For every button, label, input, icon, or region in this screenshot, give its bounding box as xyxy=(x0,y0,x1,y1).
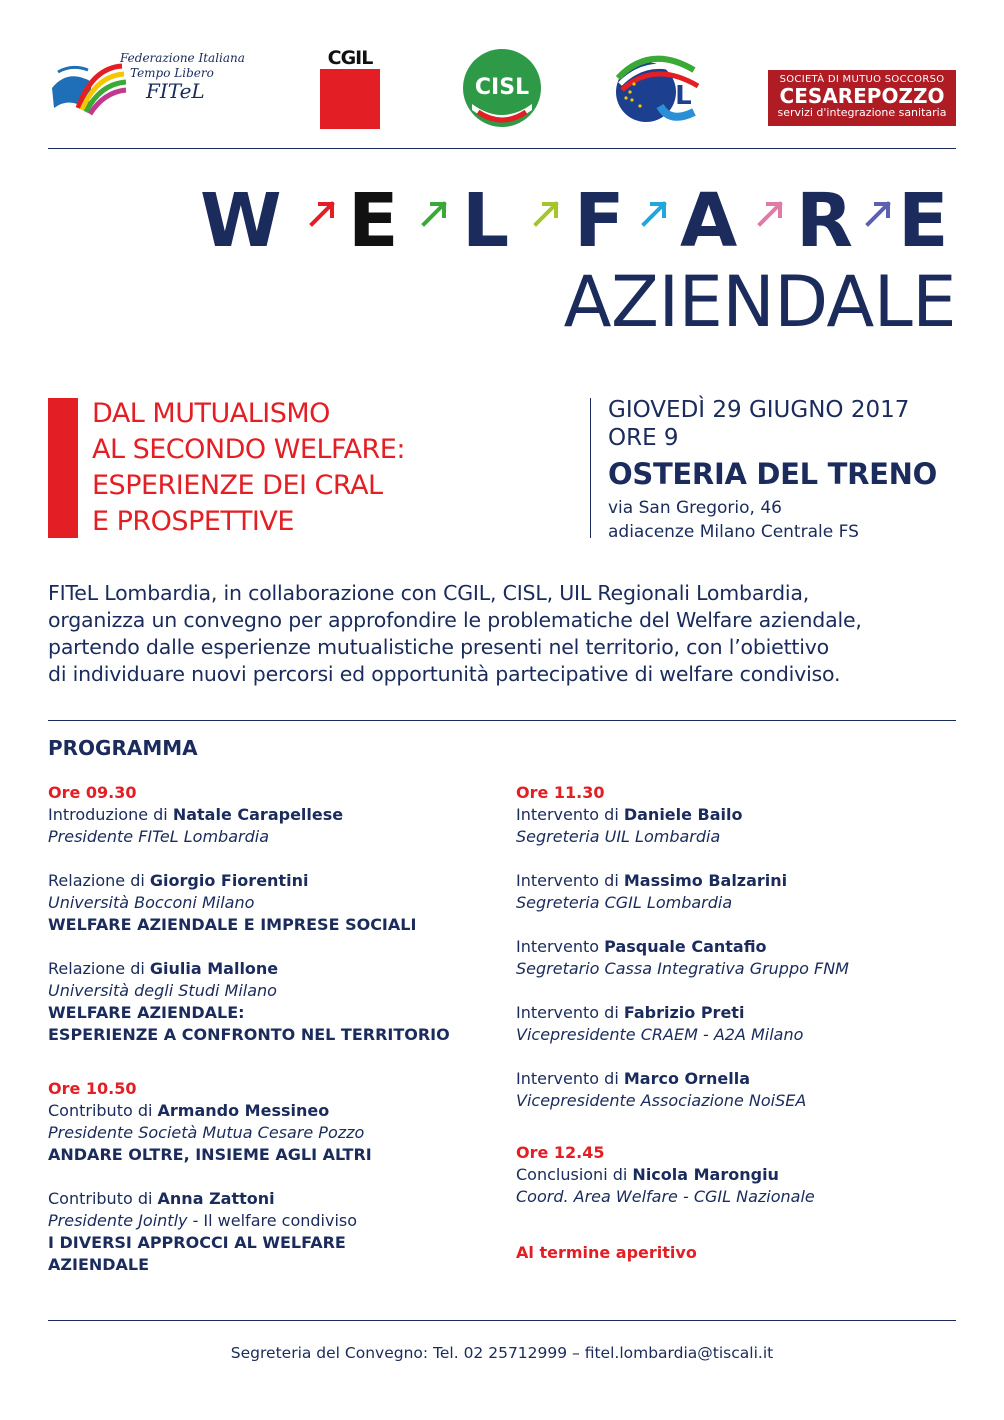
program-time: Ore 09.30 xyxy=(48,783,137,802)
program-item xyxy=(516,1068,956,1112)
cisl-logo xyxy=(462,48,542,128)
fitel-wordmark xyxy=(120,50,245,103)
speaker-role: Segretario Cassa Integrativa Gruppo FNM xyxy=(516,959,849,978)
title-letter-e2: E xyxy=(898,178,949,264)
speaker-role: Università degli Studi Milano xyxy=(48,981,277,1000)
program-prefix: Intervento xyxy=(516,937,605,956)
program-prefix: Conclusioni di xyxy=(516,1165,633,1184)
title-letter-e: E xyxy=(348,178,399,264)
speaker-name: Pasquale Cantafio xyxy=(604,937,767,956)
speaker-role: Università Bocconi Milano xyxy=(48,893,255,912)
speaker-name: Anna Zattoni xyxy=(157,1189,275,1208)
title-letter-w: W xyxy=(200,178,282,264)
arrow-icon-red xyxy=(308,198,338,228)
title-letter-a: A xyxy=(680,178,738,264)
intro-line1: FITeL Lombardia, in collaborazione con CGIL, CISL, UIL Regionali Lombardia, xyxy=(48,581,810,605)
title-welfare xyxy=(200,180,960,262)
event-time: ORE 9 xyxy=(608,425,679,451)
program-prefix: Relazione di xyxy=(48,959,150,978)
cesarepozzo-logo xyxy=(768,70,956,126)
speaker-role: Coord. Area Welfare - CGIL Nazionale xyxy=(516,1187,815,1206)
speaker-name: Fabrizio Preti xyxy=(623,1003,745,1022)
program-prefix: Introduzione di xyxy=(48,805,173,824)
program-prefix: Intervento di xyxy=(516,871,624,890)
theme-line1: DAL MUTUALISMO xyxy=(92,398,330,429)
arrow-icon-cyan xyxy=(640,198,670,228)
intro-line3: partendo dalle esperienze mutualistiche presenti nel territorio, con l’obiettivo xyxy=(48,635,830,659)
fitel-line1: Federazione Italiana xyxy=(120,51,245,65)
program-item xyxy=(516,936,956,980)
program-item xyxy=(516,1142,956,1208)
arrow-icon-violet xyxy=(864,198,894,228)
speaker-role: Presidente Società Mutua Cesare Pozzo xyxy=(48,1123,365,1142)
program-item xyxy=(48,1188,488,1276)
event-address-block xyxy=(608,496,859,544)
program-item xyxy=(516,782,956,848)
title-letter-l: L xyxy=(462,178,510,264)
event-datetime xyxy=(608,396,909,452)
speaker-role: Presidente FITeL Lombardia xyxy=(48,827,269,846)
cisl-emblem-icon xyxy=(462,48,542,128)
top-divider xyxy=(48,148,956,149)
speaker-role: Vicepresidente Associazione NoiSEA xyxy=(516,1091,807,1110)
intro-line4: di individuare nuovi percorsi ed opportunità partecipative di welfare condiviso. xyxy=(48,662,841,686)
cisl-label: CISL xyxy=(474,75,530,100)
program-prefix: Intervento di xyxy=(516,1069,624,1088)
talk-topic-cont: ESPERIENZE A CONFRONTO NEL TERRITORIO xyxy=(48,1025,450,1044)
program-prefix: Contributo di xyxy=(48,1101,158,1120)
footer-divider xyxy=(48,1320,956,1321)
theme-red-bar xyxy=(48,398,78,538)
program-item xyxy=(48,1078,488,1166)
uil-label: UIL xyxy=(644,81,692,111)
speaker-role-suffix: - Il welfare condiviso xyxy=(187,1211,358,1230)
theme-text xyxy=(92,396,405,540)
speaker-name: Giorgio Fiorentini xyxy=(149,871,309,890)
cesarepozzo-line3: servizi d'integrazione sanitaria xyxy=(777,106,947,119)
speaker-role: Presidente Jointly xyxy=(48,1211,188,1230)
cgil-red-square xyxy=(320,69,380,129)
program-item xyxy=(48,870,488,936)
cgil-label: CGIL xyxy=(327,47,373,69)
program-heading: PROGRAMMA xyxy=(48,736,198,760)
intro-line2: organizza un convegno per approfondire le problematiche del Welfare aziendale, xyxy=(48,608,862,632)
program-prefix: Intervento di xyxy=(516,1003,624,1022)
cesarepozzo-line1: SOCIETÀ DI MUTUO SOCCORSO xyxy=(779,74,945,85)
program-item xyxy=(516,870,956,914)
title-letter-f: F xyxy=(574,178,625,264)
cgil-logo xyxy=(320,47,380,129)
uil-emblem-icon xyxy=(610,48,702,128)
footer-contact: Segreteria del Convegno: Tel. 02 25712999 – fitel.lombardia@tiscali.it xyxy=(230,1344,774,1362)
program-prefix: Intervento di xyxy=(516,805,624,824)
speaker-role: Segreteria CGIL Lombardia xyxy=(516,893,733,912)
event-date: GIOVEDÌ 29 GIUGNO 2017 xyxy=(608,397,910,423)
fitel-line3: FITeL xyxy=(146,79,205,103)
fitel-logo xyxy=(48,48,248,118)
speaker-role: Vicepresidente CRAEM - A2A Milano xyxy=(516,1025,804,1044)
talk-topic: ANDARE OLTRE, INSIEME AGLI ALTRI xyxy=(48,1145,372,1164)
fitel-line2: Tempo Libero xyxy=(130,66,214,80)
event-venue: OSTERIA DEL TRENO xyxy=(608,457,937,491)
title-letter-r: R xyxy=(796,178,853,264)
speaker-name: Natale Carapellese xyxy=(172,805,344,824)
theme-line2: AL SECONDO WELFARE: xyxy=(92,434,405,465)
talk-topic: WELFARE AZIENDALE E IMPRESE SOCIALI xyxy=(48,915,417,934)
program-item xyxy=(48,782,488,848)
speaker-name: Nicola Marongiu xyxy=(632,1165,779,1184)
program-item xyxy=(48,958,488,1046)
program-time: Ore 10.50 xyxy=(48,1079,137,1098)
theme-line4: E PROSPETTIVE xyxy=(92,506,294,537)
intro-paragraph xyxy=(48,580,968,688)
speaker-name: Armando Messineo xyxy=(157,1101,330,1120)
arrow-icon-pink xyxy=(756,198,786,228)
talk-topic-cont: AZIENDALE xyxy=(48,1255,150,1274)
speaker-name: Massimo Balzarini xyxy=(623,871,788,890)
speaker-name: Giulia Mallone xyxy=(149,959,279,978)
closing-note: Al termine aperitivo xyxy=(516,1243,697,1262)
talk-topic: WELFARE AZIENDALE: xyxy=(48,1003,245,1022)
program-prefix: Contributo di xyxy=(48,1189,158,1208)
talk-topic: I DIVERSI APPROCCI AL WELFARE xyxy=(48,1233,346,1252)
event-address: via San Gregorio, 46 xyxy=(608,498,782,518)
program-time: Ore 11.30 xyxy=(516,783,605,802)
event-divider xyxy=(590,398,591,538)
arrow-icon-green xyxy=(420,198,450,228)
title-aziendale: AZIENDALE xyxy=(563,261,956,343)
program-item xyxy=(516,1002,956,1046)
program-left-column xyxy=(48,782,488,1298)
theme-line3: ESPERIENZE DEI CRAL xyxy=(92,470,383,501)
arrow-icon-lime xyxy=(532,198,562,228)
speaker-role: Segreteria UIL Lombardia xyxy=(516,827,721,846)
fitel-rainbow-icon xyxy=(48,48,128,118)
speaker-name: Marco Ornella xyxy=(623,1069,750,1088)
event-near: adiacenze Milano Centrale FS xyxy=(608,522,859,542)
program-right-column xyxy=(516,782,956,1264)
speaker-name: Daniele Bailo xyxy=(623,805,743,824)
uil-logo xyxy=(610,48,702,128)
program-time: Ore 12.45 xyxy=(516,1143,605,1162)
cesarepozzo-line2: CESAREPOZZO xyxy=(779,84,945,108)
program-prefix: Relazione di xyxy=(48,871,150,890)
program-divider xyxy=(48,720,956,721)
